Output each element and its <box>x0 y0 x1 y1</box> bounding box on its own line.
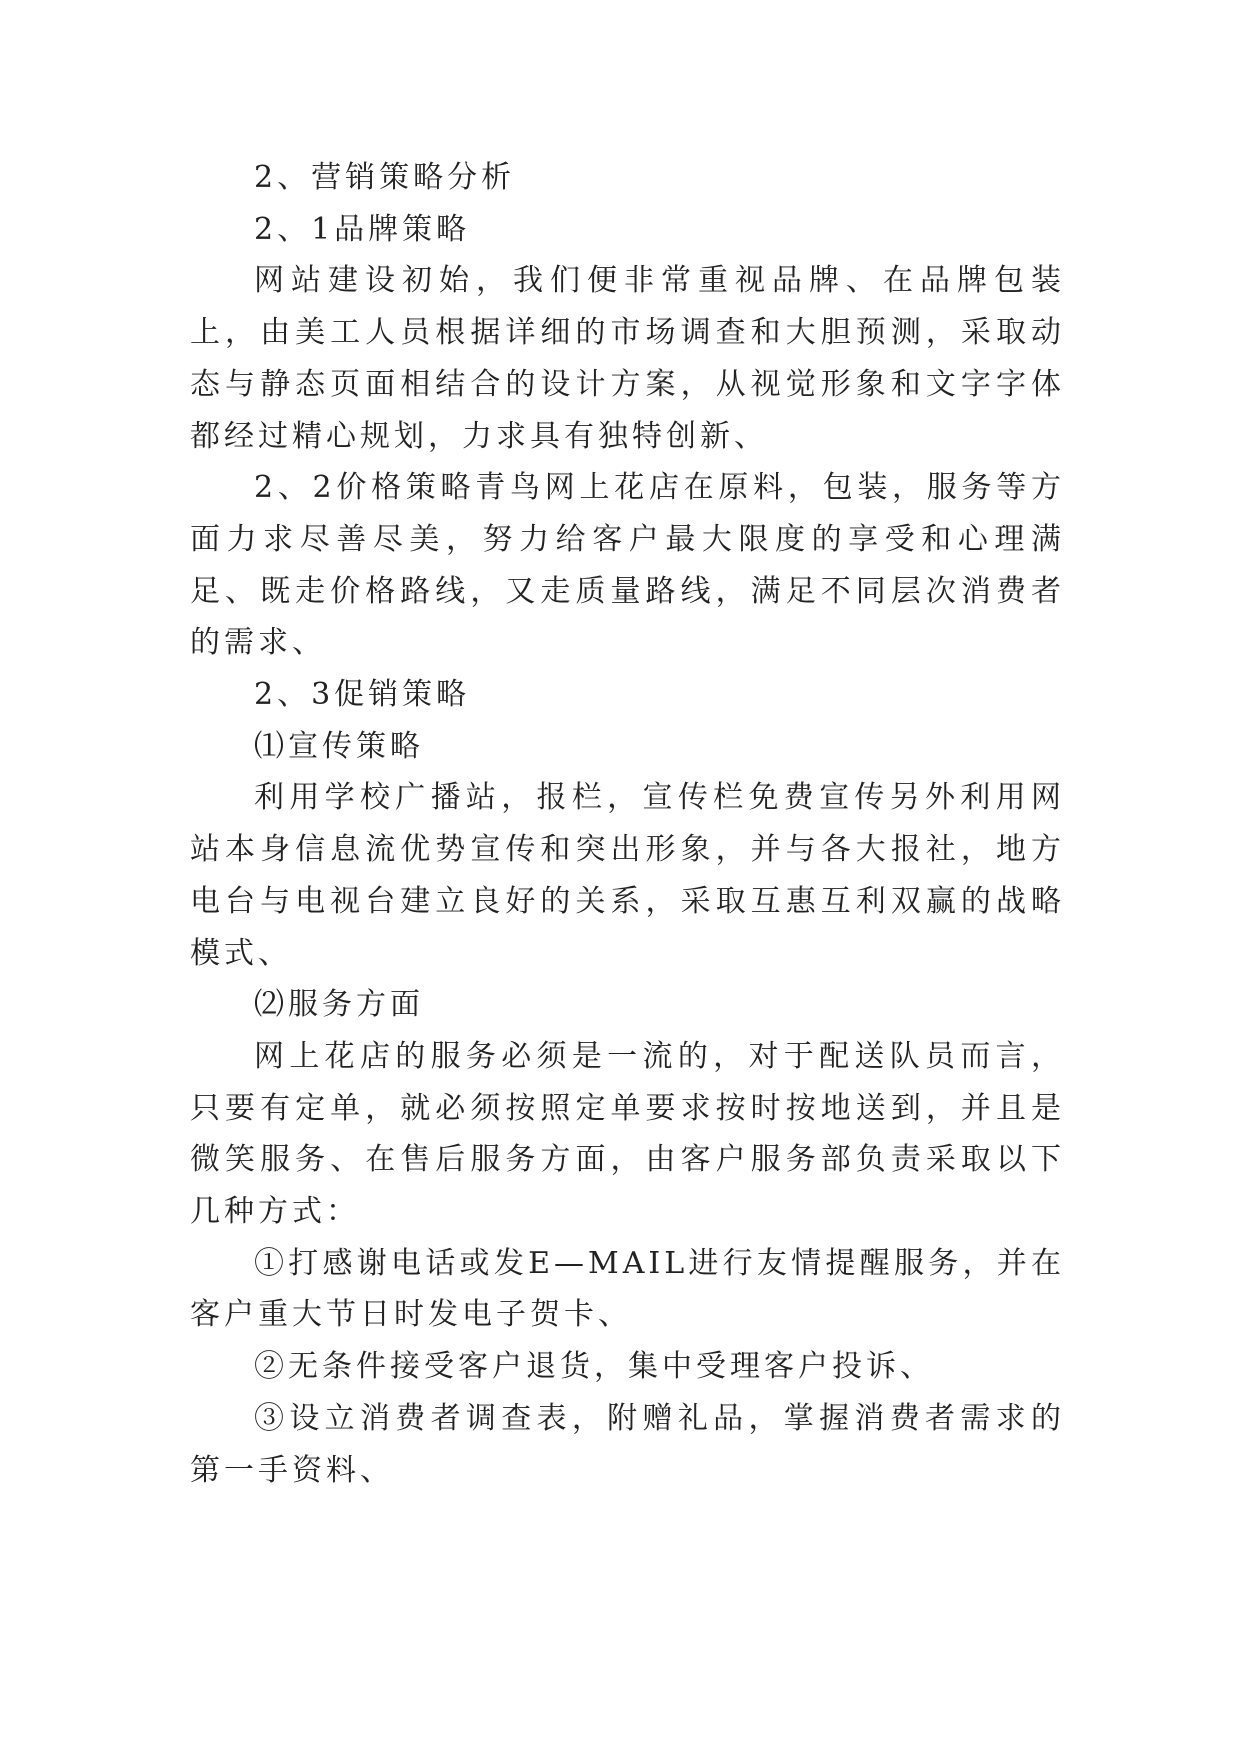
document-page <box>190 152 1065 1496</box>
paragraph-service: 网上花店的服务必须是一流的，对于配送队员而言，只要有定单，就必须按照定单要求按时按地送到，并且是微笑服务、在售后服务方面，由客户服务部负责采取以下几种方式： <box>190 1038 1065 1230</box>
item-heading-service: ⑵服务方面 <box>254 987 424 1023</box>
subsection-heading-promotion-strategy: 2、3促销策略 <box>254 677 471 713</box>
list-item-thank-you-call: ①打感谢电话或发E—MAIL进行友情提醒服务，并在客户重大节日时发电子贺卡、 <box>190 1245 1065 1333</box>
section-heading-marketing-strategy: 2、营销策略分析 <box>254 160 516 195</box>
paragraph-price-strategy: 2、2价格策略青鸟网上花店在原料，包装，服务等方面力求尽善尽美，努力给客户最大限度的享受和心理满足、既走价格路线，又走质量路线，满足不同层次消费者的需求、 <box>190 470 1065 661</box>
list-item-returns: ②无条件接受客户退货，集中受理客户投诉、 <box>254 1349 934 1385</box>
item-heading-publicity-strategy: ⑴宣传策略 <box>254 728 424 764</box>
paragraph-publicity-strategy: 利用学校广播站，报栏，宣传栏免费宣传另外利用网站本身信息流优势宣传和突出形象，并与各大报社，地方电台与电视台建立良好的关系，采取互惠互利双赢的战略模式、 <box>190 780 1065 971</box>
list-item-survey: ③设立消费者调查表，附赠礼品，掌握消费者需求的第一手资料、 <box>190 1400 1065 1488</box>
subsection-heading-brand-strategy: 2、1品牌策略 <box>254 211 471 247</box>
paragraph-brand-strategy: 网站建设初始，我们便非常重视品牌、在品牌包装上，由美工人员根据详细的市场调查和大胆预测，采取动态与静态页面相结合的设计方案，从视觉形象和文字字体都经过精心规划，力求具有独特创新、 <box>190 263 1065 454</box>
